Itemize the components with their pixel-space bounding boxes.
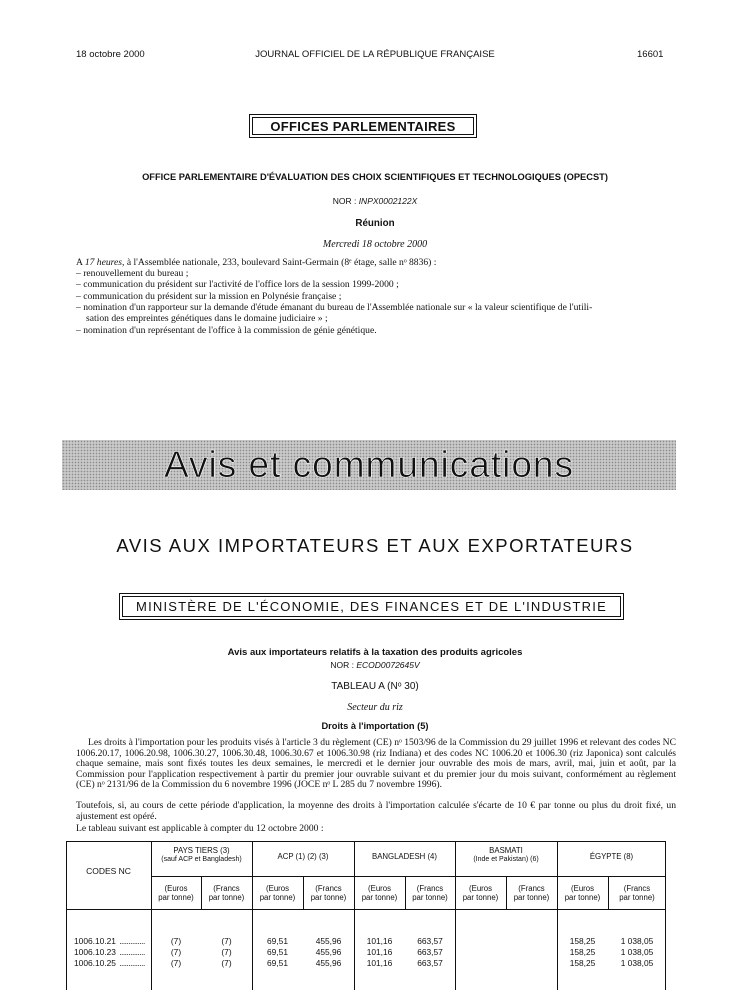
group-header: BASMATI (Inde et Pakistan) (6) [473,846,539,863]
avis-title: AVIS AUX IMPORTATEURS ET AUX EXPORTATEURS [116,535,634,556]
cell-value: 69,51 [267,936,288,946]
unit-header: (Euros par tonne) [158,884,194,902]
cell-value: (7) [221,936,232,946]
unit-header: (Francs par tonne) [310,884,347,902]
nor-code: INPX0002122X [358,196,418,206]
cell-value: (7) [221,947,232,957]
cell-value: (7) [170,958,182,968]
agenda-item: – nomination d'un représentant de l'office à la commission de génie génétique. [76,325,377,336]
agenda-item: – communication du président sur l'activité de l'office lors de la session 1999-2000 ; [76,279,399,290]
cell-value: 663,57 [417,947,443,957]
cell-value: 663,57 [417,936,443,946]
reunion-heading: Réunion [355,218,395,229]
col-header-codes: CODES NC [86,866,131,876]
cell-value: 158,25 [569,958,596,968]
section-title: OFFICES PARLEMENTAIRES [270,119,456,134]
cell-value: 158,25 [569,936,596,946]
reunion-date: Mercredi 18 octobre 2000 [322,239,428,250]
unit-header: (Euros par tonne) [564,884,601,902]
unit-header: (Euros par tonne) [462,884,499,902]
page-number: 16601 [637,49,664,60]
group-header: ÉGYPTE (8) [589,852,634,861]
banner-title: Avis et communications [164,444,574,485]
cell-value: 455,96 [315,947,342,957]
notice-title: Avis aux importateurs relatifs à la taxation des produits agricoles [227,647,523,658]
section-box-offices [249,114,477,138]
cell-value: 101,16 [366,936,393,946]
cell-value: 101,16 [366,947,393,957]
nor-label: NOR : [332,196,357,206]
cell-value: 1 038,05 [620,947,654,957]
cell-value: 1 038,05 [620,958,654,968]
unit-header: (Francs par tonne) [412,884,448,902]
journal-title: JOURNAL OFFICIEL DE LA RÉPUBLIQUE FRANÇAISE [255,49,495,60]
secteur-heading: Secteur du riz [347,702,403,713]
droits-heading: Droits à l'importation (5) [321,721,429,731]
ministere-box [119,593,624,620]
cell-value: 1 038,05 [620,936,654,946]
cell-value: 158,25 [569,947,596,957]
cell-value: 69,51 [267,958,288,968]
paragraph-3: Le tableau suivant est applicable à compter du 12 octobre 2000 : [76,823,324,834]
office-nor [0,196,750,206]
group-header: BANGLADESH (4) [372,852,437,861]
cell-value: (7) [170,947,182,957]
cell-value: 663,57 [417,958,443,968]
cell-value: 101,16 [366,958,393,968]
agenda-item: – renouvellement du bureau ; [76,268,189,279]
notice-nor [0,660,750,670]
cell-value: (7) [170,936,182,946]
unit-header: (Francs par tonne) [208,884,245,902]
unit-header: (Francs par tonne) [513,884,550,902]
page-date: 18 octobre 2000 [76,49,145,60]
cell-code: 1006.10.23 [74,947,116,957]
leader-dots: .............. [119,947,145,957]
reunion-time: 17 heures, [84,257,125,268]
unit-header: (Francs par tonne) [619,884,655,902]
agenda-item: – nomination d'un rapporteur sur la demande d'étude émanant du bureau de l'Assemblée nationale sur « la valeur scientifique de l'utili- [76,302,593,313]
cell-value: 455,96 [315,936,342,946]
agenda-item-cont: sation des empreintes génétiques dans le domaine judiciaire » ; [86,313,328,324]
cell-value: (7) [221,958,232,968]
nor-label: NOR : [330,660,354,670]
unit-header: (Euros par tonne) [361,884,398,902]
paragraph-1: Les droits à l'importation pour les produits visés à l'article 3 du règlement (CE) nᵒ 1503/96 de la Commission du 29 juillet 1996 et relevant des codes NC 1006.20.17, 1006.20.98, 1006.30.27, 1006.30.48, 1006.30.67 et 1006.30.98 (riz Indiana) et des codes NC 1006.20 et 1006.30 (riz Japonica) sont calculés chaque semaine, mais sont fixés toutes les deux semaines, le mercredi et le dernier jour ouvrable des mois de mars, avril, mai, juin et août, par la Commission pour l'application respectivement à partir du premier jour ouvrable suivant et du premier jour du mois suivant, conformément au règlement (CE) nᵒ 2131/96 de la Commission du 6 novembre 1996 (JOCE nᵒ L 285 du 7 novembre 1996). [76,737,676,790]
table-row [66,936,666,947]
cell-value: 69,51 [267,947,288,957]
tableau-heading: TABLEAU A (Nᵒ 30) [331,681,419,692]
leader-dots: .............. [119,936,145,946]
agenda-item: – communication du président sur la mission en Polynésie française ; [76,291,342,302]
cell-code: 1006.10.21 [74,936,116,946]
group-header: ACP (1) (2) (3) [277,852,329,861]
ministere-title: MINISTÈRE DE L'ÉCONOMIE, DES FINANCES ET DE L'INDUSTRIE [136,599,607,614]
reunion-intro: A 17 heures, à l'Assemblée nationale, 233, boulevard Saint-Germain (8ᵉ étage, salle nᵒ 8836) : [76,257,437,268]
office-title: OFFICE PARLEMENTAIRE D'ÉVALUATION DES CHOIX SCIENTIFIQUES ET TECHNOLOGIQUES (OPECST) [142,172,608,182]
cell-code: 1006.10.25 [74,958,116,968]
unit-header: (Euros par tonne) [259,884,296,902]
group-header: PAYS TIERS (3) (sauf ACP et Bangladesh) [161,846,242,863]
cell-value: 455,96 [315,958,342,968]
nor-code: ECOD0072645V [356,660,420,670]
table-row [66,958,666,969]
paragraph-2: Toutefois, si, au cours de cette période d'application, la moyenne des droits à l'importation calculée s'écarte de 10 € par tonne ou plus du droit fixé, un ajustement est opéré. [76,800,676,822]
leader-dots: .............. [119,958,145,968]
table-row [66,947,666,958]
